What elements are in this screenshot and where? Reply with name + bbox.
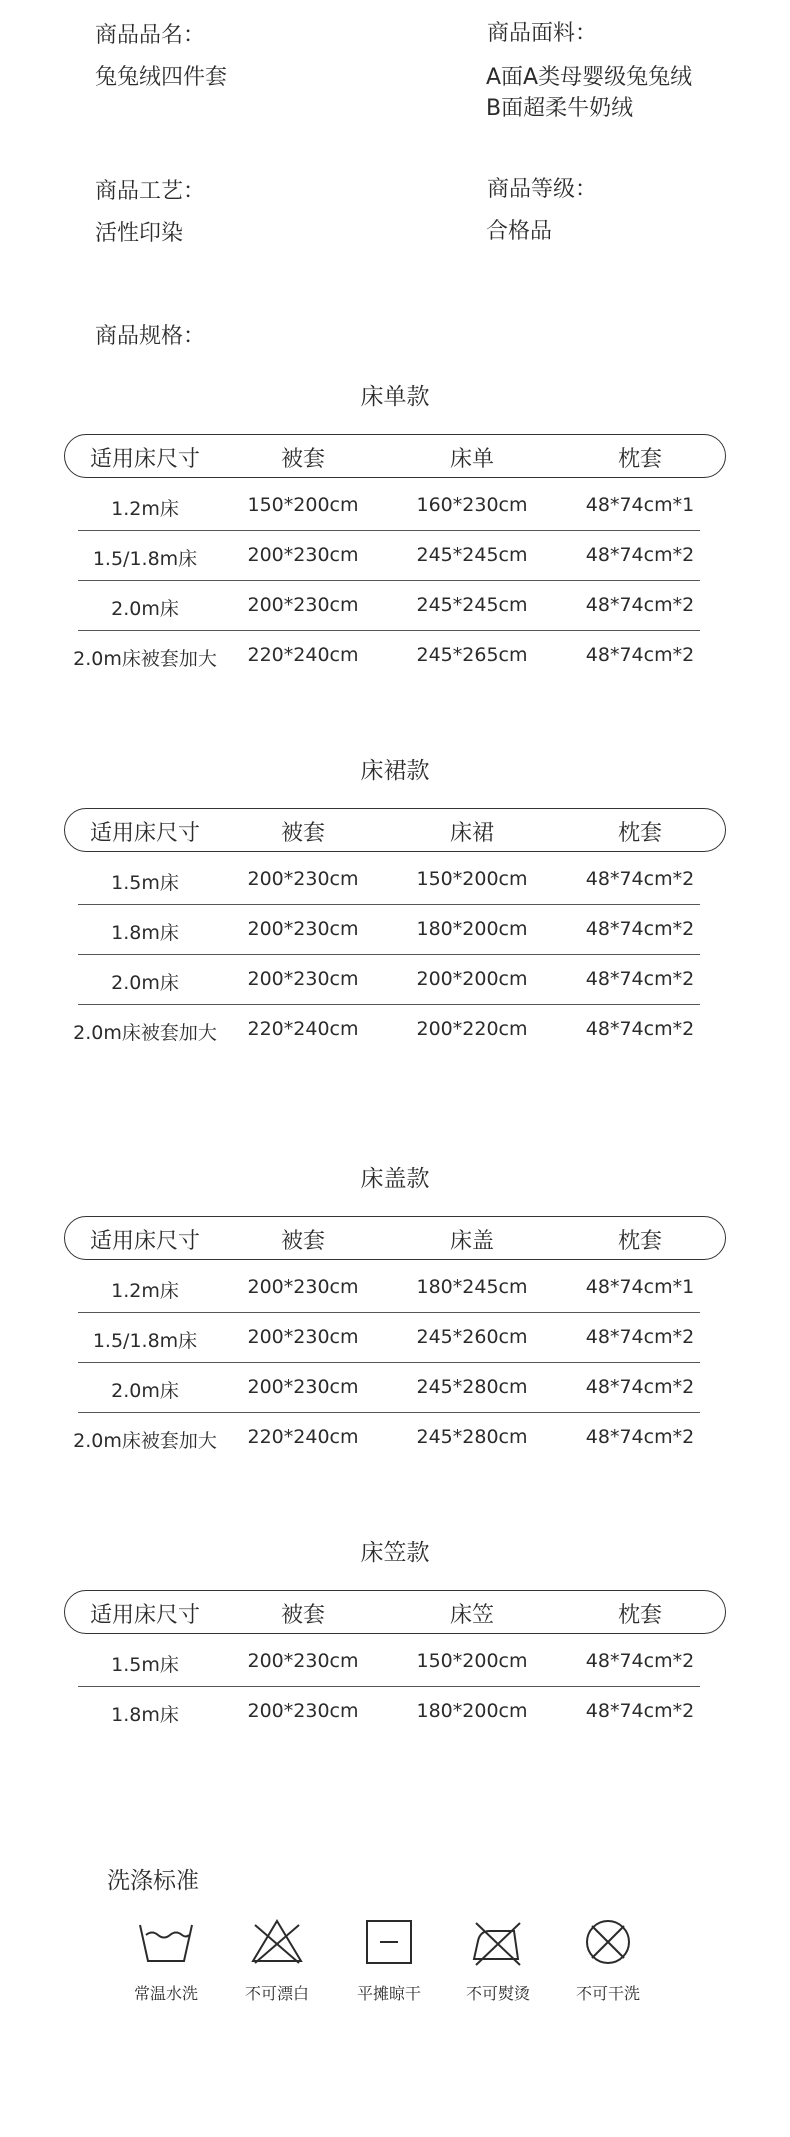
row-divider (78, 530, 700, 531)
table-cell: 48*74cm*2 (585, 544, 695, 566)
header-cell: 枕套 (617, 821, 662, 846)
row-divider (78, 954, 700, 955)
table-cell: 1.2m床 (111, 1280, 179, 1302)
table-cell: 245*280cm (416, 1376, 528, 1398)
table-cell: 245*280cm (416, 1426, 528, 1448)
header-cell: 床盖 (449, 1229, 494, 1254)
header-cell: 枕套 (617, 1229, 662, 1254)
fabric-label: 商品面料： (487, 21, 598, 46)
craft-value: 活性印染 (95, 221, 184, 246)
care-label-dry: 平摊晾干 (356, 1984, 421, 2003)
care-label-iron: 不可熨烫 (465, 1984, 530, 2003)
table-cell: 48*74cm*2 (585, 1326, 695, 1348)
row-divider (78, 630, 700, 631)
header-cell: 适用床尺寸 (89, 447, 200, 472)
name-label: 商品品名： (95, 23, 206, 48)
table-cell: 200*230cm (247, 868, 359, 890)
name-value: 兔兔绒四件套 (95, 65, 228, 90)
table-cell: 2.0m床被套加大 (73, 648, 217, 670)
header-cell: 适用床尺寸 (89, 821, 200, 846)
grade-label: 商品等级： (487, 177, 598, 202)
table-cell: 200*220cm (416, 1018, 528, 1040)
table-cell: 48*74cm*2 (585, 1700, 695, 1722)
table-cell: 245*260cm (416, 1326, 528, 1348)
table-cell: 200*230cm (247, 1276, 359, 1298)
table-title: 床盖款 (360, 1166, 430, 1192)
dry-flat-icon (359, 1917, 419, 1967)
table-cell: 200*230cm (247, 918, 359, 940)
table-cell: 200*230cm (247, 594, 359, 616)
header-cell: 适用床尺寸 (89, 1603, 200, 1628)
table-cell: 2.0m床 (111, 972, 179, 994)
table-cell: 200*230cm (247, 1376, 359, 1398)
table-cell: 48*74cm*2 (585, 968, 695, 990)
table-cell: 1.8m床 (111, 1704, 179, 1726)
table-cell: 160*230cm (416, 494, 528, 516)
row-divider (78, 1312, 700, 1313)
grade-value: 合格品 (486, 219, 553, 244)
header-cell: 被套 (280, 821, 325, 846)
table-cell: 245*245cm (416, 544, 528, 566)
table-cell: 220*240cm (247, 1018, 359, 1040)
table-cell: 48*74cm*2 (585, 918, 695, 940)
no-dry-clean-icon (578, 1917, 638, 1967)
header-cell: 被套 (280, 447, 325, 472)
table-cell: 150*200cm (247, 494, 359, 516)
table-cell: 48*74cm*2 (585, 1376, 695, 1398)
table-cell: 48*74cm*2 (585, 868, 695, 890)
row-divider (78, 1412, 700, 1413)
table-cell: 1.5m床 (111, 1654, 179, 1676)
table-cell: 48*74cm*2 (585, 1018, 695, 1040)
care-item-wash (111, 1917, 221, 2004)
table-cell: 200*200cm (416, 968, 528, 990)
table-cell: 48*74cm*2 (585, 644, 695, 666)
fabric-line-2: B面超柔牛奶绒 (486, 96, 634, 121)
table-cell: 220*240cm (247, 1426, 359, 1448)
table-cell: 1.5/1.8m床 (92, 548, 198, 570)
header-cell: 枕套 (617, 447, 662, 472)
table-cell: 2.0m床 (111, 1380, 179, 1402)
row-divider (78, 904, 700, 905)
care-item-iron (443, 1917, 553, 2004)
no-bleach-icon (247, 1917, 307, 1967)
care-label-bleach: 不可漂白 (244, 1984, 309, 2003)
craft-label: 商品工艺： (95, 179, 206, 204)
row-divider (78, 1686, 700, 1687)
header-cell: 枕套 (617, 1603, 662, 1628)
table-cell: 1.2m床 (111, 498, 179, 520)
header-cell: 被套 (280, 1229, 325, 1254)
spec-label: 商品规格： (95, 324, 206, 349)
care-item-dry (334, 1917, 444, 2004)
table-cell: 48*74cm*2 (585, 1650, 695, 1672)
care-label-wash: 常温水洗 (133, 1984, 198, 2003)
header-cell: 适用床尺寸 (89, 1229, 200, 1254)
fabric-line-1: A面A类母婴级兔兔绒 (486, 65, 693, 90)
care-title: 洗涤标准 (107, 1868, 199, 1894)
table-cell: 150*200cm (416, 868, 528, 890)
table-cell: 180*200cm (416, 918, 528, 940)
wash-tub-icon (136, 1917, 196, 1967)
table-cell: 1.5/1.8m床 (92, 1330, 198, 1352)
care-item-dryclean (553, 1917, 663, 2004)
table-title: 床裙款 (360, 758, 430, 784)
table-title: 床笠款 (360, 1540, 430, 1566)
care-label-dryclean: 不可干洗 (575, 1984, 640, 2003)
table-cell: 200*230cm (247, 1650, 359, 1672)
table-cell: 48*74cm*1 (585, 1276, 695, 1298)
table-cell: 48*74cm*1 (585, 494, 695, 516)
table-cell: 48*74cm*2 (585, 1426, 695, 1448)
table-title: 床单款 (360, 384, 430, 410)
table-cell: 245*245cm (416, 594, 528, 616)
care-item-bleach (222, 1917, 332, 2004)
table-cell: 200*230cm (247, 1700, 359, 1722)
table-cell: 200*230cm (247, 544, 359, 566)
header-cell: 床单 (449, 447, 494, 472)
header-cell: 被套 (280, 1603, 325, 1628)
table-cell: 245*265cm (416, 644, 528, 666)
row-divider (78, 1004, 700, 1005)
table-cell: 1.8m床 (111, 922, 179, 944)
table-cell: 180*245cm (416, 1276, 528, 1298)
table-cell: 1.5m床 (111, 872, 179, 894)
table-cell: 2.0m床 (111, 598, 179, 620)
table-cell: 180*200cm (416, 1700, 528, 1722)
table-cell: 2.0m床被套加大 (73, 1022, 217, 1044)
row-divider (78, 1362, 700, 1363)
no-iron-icon (468, 1917, 528, 1967)
row-divider (78, 580, 700, 581)
table-cell: 2.0m床被套加大 (73, 1430, 217, 1452)
table-cell: 200*230cm (247, 968, 359, 990)
header-cell: 床笠 (449, 1603, 494, 1628)
table-cell: 200*230cm (247, 1326, 359, 1348)
table-cell: 48*74cm*2 (585, 594, 695, 616)
table-cell: 220*240cm (247, 644, 359, 666)
table-cell: 150*200cm (416, 1650, 528, 1672)
header-cell: 床裙 (449, 821, 494, 846)
